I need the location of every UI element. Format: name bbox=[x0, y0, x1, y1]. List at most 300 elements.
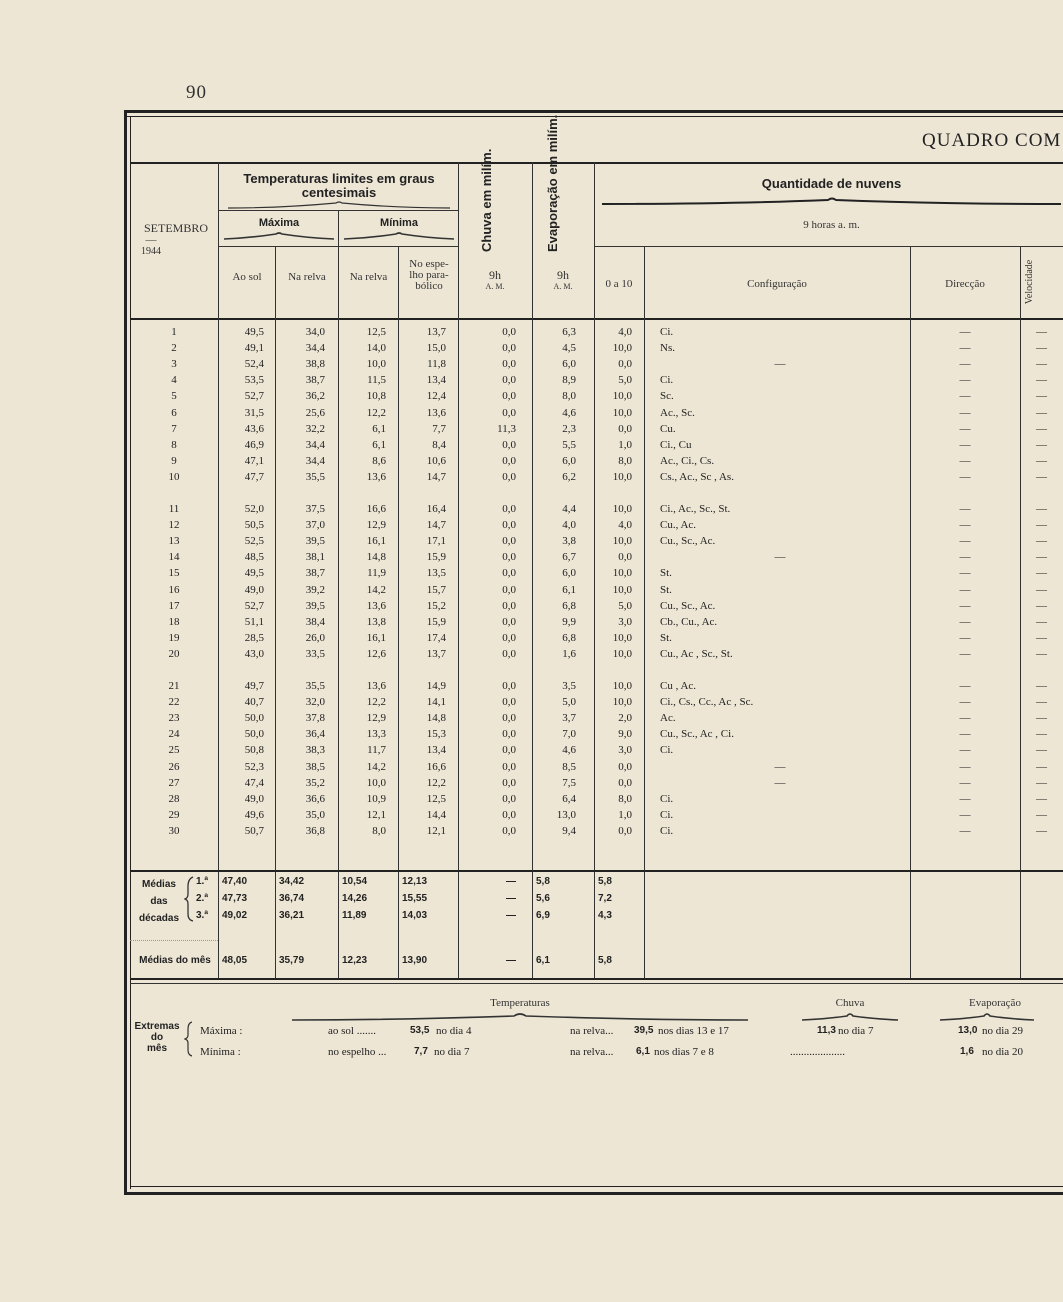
chuva-header: Chuva em milím. bbox=[479, 148, 494, 252]
configuracao-cell: Ci. bbox=[660, 792, 674, 805]
configuracao-cell: Sc. bbox=[660, 390, 674, 403]
direccao-cell: — bbox=[959, 631, 971, 644]
relva-min-cell: 10,0 bbox=[366, 358, 386, 371]
evaporacao-cell: 9,4 bbox=[562, 824, 576, 837]
nuvens-header: Quantidade de nuvens bbox=[761, 176, 902, 191]
mean-evaporacao-cell: 5,6 bbox=[536, 893, 550, 904]
relva-min-cell: 12,2 bbox=[366, 696, 386, 709]
chuva-cell: 0,0 bbox=[502, 631, 516, 644]
direccao-cell: — bbox=[959, 712, 971, 725]
ao-sol-cell: 50,7 bbox=[244, 824, 264, 837]
mean-ao-sol-cell: 47,73 bbox=[222, 893, 248, 904]
min-chuva-dots: .................... bbox=[790, 1046, 845, 1058]
chuva-cell: 0,0 bbox=[502, 374, 516, 387]
relva-max-cell: 37,5 bbox=[305, 503, 325, 515]
day-cell: 3 bbox=[171, 358, 177, 371]
configuracao-cell: St. bbox=[660, 567, 672, 580]
evaporacao-cell: 6,2 bbox=[562, 470, 576, 483]
relva-max-cell: 38,3 bbox=[305, 744, 325, 757]
extremes-head-evap: Evaporação bbox=[969, 997, 1021, 1009]
extremes-label-extremas: Extremas bbox=[134, 1021, 180, 1032]
relva-min-cell: 12,9 bbox=[366, 519, 386, 532]
evaporacao-cell: 4,4 bbox=[562, 503, 576, 515]
relva-max-cell: 35,0 bbox=[305, 808, 325, 821]
col-direccao: Direcção bbox=[945, 278, 985, 290]
relva-max-cell: 32,2 bbox=[305, 422, 325, 435]
nuvens-cell: 10,0 bbox=[612, 406, 632, 419]
ao-sol-cell: 43,6 bbox=[244, 422, 264, 435]
velocidade-cell: — bbox=[1036, 583, 1047, 596]
velocidade-cell: — bbox=[1036, 470, 1047, 483]
nuvens-cell: 4,0 bbox=[618, 326, 632, 338]
chuva-cell: 0,0 bbox=[502, 342, 516, 355]
nuvens-cell: 8,0 bbox=[618, 792, 632, 805]
direccao-cell: — bbox=[959, 503, 971, 515]
espelho-cell: 13,4 bbox=[426, 374, 446, 387]
relva-min-cell: 12,6 bbox=[366, 647, 386, 660]
ao-sol-cell: 50,0 bbox=[244, 728, 264, 741]
relva-min-cell: 16,6 bbox=[366, 503, 386, 515]
nuvens-cell: 10,0 bbox=[612, 342, 632, 355]
relva-max-cell: 25,6 bbox=[305, 406, 325, 419]
min-evap-value: 1,6 bbox=[960, 1046, 974, 1057]
evaporacao-cell: 8,0 bbox=[562, 390, 576, 403]
relva-min-cell: 8,6 bbox=[372, 454, 386, 467]
velocidade-cell: — bbox=[1036, 599, 1047, 612]
direccao-cell: — bbox=[959, 647, 971, 660]
chuva-cell: 0,0 bbox=[502, 358, 516, 371]
evaporacao-cell: 5,0 bbox=[562, 696, 576, 709]
relva-min-cell: 14,2 bbox=[366, 583, 386, 596]
direccao-cell: — bbox=[959, 583, 971, 596]
espelho-cell: 13,4 bbox=[426, 744, 446, 757]
evaporacao-cell: 3,7 bbox=[562, 712, 576, 725]
extremes-chuva-brace bbox=[800, 1011, 900, 1023]
frame-left-rule bbox=[124, 110, 127, 1195]
max-relva-value: 39,5 bbox=[634, 1025, 654, 1036]
velocidade-cell: — bbox=[1036, 390, 1047, 403]
direccao-cell: — bbox=[959, 776, 971, 789]
relva-min-cell: 16,1 bbox=[366, 631, 386, 644]
mean-relva-max-cell: 36,21 bbox=[279, 910, 305, 921]
configuracao-cell: Cu., Sc., Ac , Ci. bbox=[660, 728, 734, 741]
max-evap-day: no dia 29 bbox=[982, 1025, 1023, 1037]
relva-max-cell: 39,2 bbox=[305, 583, 325, 596]
min-espelho-label: no espelho ... bbox=[328, 1046, 387, 1058]
nuvens-cell: 10,0 bbox=[612, 503, 632, 515]
configuracao-cell: — bbox=[774, 760, 786, 773]
direccao-cell: — bbox=[959, 358, 971, 371]
extremes-head-chuva: Chuva bbox=[835, 997, 865, 1009]
mean-evaporacao-cell: 5,8 bbox=[536, 876, 550, 887]
direccao-cell: — bbox=[959, 406, 971, 419]
chuva-hour: 9h bbox=[489, 268, 501, 282]
relva-max-cell: 37,8 bbox=[305, 712, 325, 725]
velocidade-cell: — bbox=[1036, 615, 1047, 628]
evaporacao-cell: 6,0 bbox=[562, 567, 576, 580]
day-cell: 21 bbox=[168, 680, 180, 692]
day-cell: 15 bbox=[168, 567, 180, 580]
mean-nuvens-cell: 4,3 bbox=[598, 910, 612, 921]
ao-sol-cell: 40,7 bbox=[244, 696, 264, 709]
chuva-cell: 0,0 bbox=[502, 454, 516, 467]
direccao-cell: — bbox=[959, 599, 971, 612]
col-configuracao: Configuração bbox=[747, 278, 807, 290]
day-cell: 19 bbox=[168, 631, 180, 644]
relva-min-cell: 11,9 bbox=[367, 567, 386, 580]
relva-min-cell: 6,1 bbox=[372, 422, 386, 435]
day-cell: 26 bbox=[168, 760, 180, 773]
ao-sol-cell: 52,0 bbox=[244, 503, 264, 515]
day-cell: 1 bbox=[171, 326, 177, 338]
relva-max-cell: 39,5 bbox=[305, 535, 325, 548]
means-bottom-rule bbox=[130, 978, 1063, 980]
nuvens-cell: 4,0 bbox=[618, 519, 632, 532]
evaporacao-cell: 4,5 bbox=[562, 342, 576, 355]
day-cell: 10 bbox=[168, 470, 180, 483]
evaporacao-cell: 8,5 bbox=[562, 760, 576, 773]
month-mean-ao-sol-cell: 48,05 bbox=[222, 955, 248, 966]
espelho-cell: 15,0 bbox=[426, 342, 446, 355]
decade-label: 2.ª bbox=[196, 893, 209, 904]
col-0a10: 0 a 10 bbox=[605, 278, 633, 290]
month-mean-relva-min-cell: 12,23 bbox=[342, 955, 368, 966]
direccao-cell: — bbox=[959, 535, 971, 548]
day-cell: 22 bbox=[168, 696, 180, 709]
configuracao-cell: Cu. bbox=[660, 422, 676, 435]
direccao-cell: — bbox=[959, 454, 971, 467]
direccao-cell: — bbox=[959, 438, 971, 451]
chuva-cell: 0,0 bbox=[502, 696, 516, 709]
evaporacao-cell: 13,0 bbox=[556, 808, 576, 821]
direccao-cell: — bbox=[959, 696, 971, 709]
direccao-cell: — bbox=[959, 551, 971, 564]
ao-sol-cell: 49,0 bbox=[244, 792, 264, 805]
extremes-label bbox=[132, 1021, 182, 1054]
means-label bbox=[134, 876, 184, 927]
day-cell: 11 bbox=[168, 503, 180, 515]
relva-max-cell: 33,5 bbox=[305, 647, 325, 660]
chuva-cell: 0,0 bbox=[502, 583, 516, 596]
espelho-cell: 14,7 bbox=[426, 519, 446, 532]
espelho-cell: 17,1 bbox=[426, 535, 446, 548]
nuvens-cell: 10,0 bbox=[612, 680, 632, 692]
configuracao-cell: Cs., Ac., Sc , As. bbox=[660, 470, 734, 483]
header-top-rule bbox=[130, 162, 1063, 164]
relva-max-cell: 38,7 bbox=[305, 567, 325, 580]
espelho-cell: 12,2 bbox=[426, 776, 446, 789]
day-cell: 9 bbox=[171, 454, 177, 467]
relva-max-cell: 35,2 bbox=[305, 776, 325, 789]
ao-sol-cell: 46,9 bbox=[244, 438, 264, 451]
direccao-cell: — bbox=[959, 390, 971, 403]
day-cell: 8 bbox=[171, 438, 177, 451]
ao-sol-cell: 49,1 bbox=[244, 342, 264, 355]
ao-sol-cell: 51,1 bbox=[244, 615, 264, 628]
velocidade-cell: — bbox=[1036, 406, 1047, 419]
ao-sol-cell: 31,5 bbox=[244, 406, 264, 419]
extremes-label-do: do bbox=[150, 1032, 164, 1043]
temp-brace bbox=[226, 200, 452, 210]
ao-sol-cell: 47,4 bbox=[244, 776, 264, 789]
page-number: 90 bbox=[186, 82, 207, 103]
evaporacao-cell: 6,8 bbox=[562, 599, 576, 612]
nuvens-cell: 10,0 bbox=[612, 390, 632, 403]
chuva-cell: 0,0 bbox=[502, 406, 516, 419]
configuracao-cell: Ac., Sc. bbox=[660, 406, 695, 419]
mean-espelho-cell: 12,13 bbox=[402, 876, 428, 887]
relva-max-cell: 36,2 bbox=[305, 390, 325, 403]
espelho-cell: 13,7 bbox=[426, 647, 446, 660]
nuvens-cell: 10,0 bbox=[612, 535, 632, 548]
relva-min-cell: 13,3 bbox=[366, 728, 386, 741]
espelho-cell: 11,8 bbox=[427, 358, 446, 371]
configuracao-cell: Cu., Ac. bbox=[660, 519, 697, 532]
relva-min-cell: 10,0 bbox=[366, 776, 386, 789]
chuva-cell: 0,0 bbox=[502, 438, 516, 451]
extremes-maxima-label: Máxima : bbox=[200, 1025, 243, 1037]
relva-min-cell: 13,8 bbox=[366, 615, 386, 628]
col-espelho: No espe-lho para-bólico bbox=[409, 258, 449, 292]
espelho-cell: 16,6 bbox=[426, 760, 446, 773]
nuvens-cell: 0,0 bbox=[618, 760, 632, 773]
relva-min-cell: 11,7 bbox=[367, 744, 386, 757]
espelho-cell: 14,8 bbox=[426, 712, 446, 725]
evaporacao-cell: 3,8 bbox=[562, 535, 576, 548]
nuvens-cell: 10,0 bbox=[612, 583, 632, 596]
configuracao-cell: Ci. bbox=[660, 824, 674, 837]
relva-max-cell: 32,0 bbox=[305, 696, 325, 709]
velocidade-cell: — bbox=[1036, 808, 1047, 821]
espelho-cell: 15,9 bbox=[426, 551, 446, 564]
relva-min-cell: 10,9 bbox=[366, 792, 386, 805]
temp-group-header: Temperaturas limites em graus centesimais bbox=[243, 171, 435, 200]
header-bottom-rule bbox=[130, 318, 1063, 320]
evaporacao-cell: 1,6 bbox=[562, 647, 576, 660]
mean-ao-sol-cell: 47,40 bbox=[222, 876, 248, 887]
direccao-cell: — bbox=[959, 326, 971, 338]
nuvens-cell: 10,0 bbox=[612, 647, 632, 660]
ao-sol-cell: 49,6 bbox=[244, 808, 264, 821]
day-cell: 6 bbox=[171, 406, 177, 419]
espelho-cell: 13,7 bbox=[426, 326, 446, 338]
nuvens-cell: 0,0 bbox=[618, 358, 632, 371]
chuva-cell: 0,0 bbox=[502, 470, 516, 483]
relva-min-cell: 12,9 bbox=[366, 712, 386, 725]
velocidade-cell: — bbox=[1036, 454, 1047, 467]
minima-brace bbox=[342, 231, 456, 241]
ao-sol-cell: 49,0 bbox=[244, 583, 264, 596]
configuracao-cell: Ci. bbox=[660, 744, 674, 757]
configuracao-cell: St. bbox=[660, 583, 672, 596]
velocidade-cell: — bbox=[1036, 358, 1047, 371]
extremes-temp-brace bbox=[290, 1011, 750, 1023]
min-espelho-day: no dia 7 bbox=[434, 1046, 470, 1058]
direccao-cell: — bbox=[959, 470, 971, 483]
max-relva-label: na relva... bbox=[570, 1025, 614, 1037]
velocidade-cell: — bbox=[1036, 422, 1047, 435]
espelho-cell: 17,4 bbox=[426, 631, 446, 644]
month-mean-relva-max-cell: 35,79 bbox=[279, 955, 305, 966]
velocidade-cell: — bbox=[1036, 776, 1047, 789]
velocidade-cell: — bbox=[1036, 744, 1047, 757]
espelho-cell: 15,2 bbox=[426, 599, 446, 612]
mean-relva-max-cell: 34,42 bbox=[279, 876, 305, 887]
direccao-cell: — bbox=[959, 728, 971, 741]
evaporacao-cell: 6,0 bbox=[562, 358, 576, 371]
configuracao-cell: Cu., Sc., Ac. bbox=[660, 535, 716, 548]
col-na-relva-max: Na relva bbox=[288, 271, 326, 283]
day-cell: 5 bbox=[171, 390, 177, 403]
relva-max-cell: 35,5 bbox=[305, 470, 325, 483]
ao-sol-cell: 49,7 bbox=[244, 680, 264, 692]
col-na-relva-min: Na relva bbox=[349, 271, 388, 283]
velocidade-cell: — bbox=[1036, 647, 1047, 660]
chuva-cell: 0,0 bbox=[502, 792, 516, 805]
extremes-evap-brace bbox=[938, 1011, 1036, 1023]
velocidade-cell: — bbox=[1036, 503, 1047, 515]
configuracao-cell: Ci., Cu bbox=[660, 438, 692, 451]
chuva-cell: 0,0 bbox=[502, 824, 516, 837]
mean-espelho-cell: 14,03 bbox=[402, 910, 428, 921]
velocidade-cell: — bbox=[1036, 631, 1047, 644]
chuva-am: A. M. bbox=[485, 282, 505, 291]
relva-max-cell: 38,8 bbox=[305, 358, 325, 371]
day-cell: 27 bbox=[168, 776, 180, 789]
direccao-cell: — bbox=[959, 615, 971, 628]
relva-min-cell: 13,6 bbox=[366, 599, 386, 612]
relva-max-cell: 36,6 bbox=[305, 792, 325, 805]
chuva-cell: 0,0 bbox=[502, 326, 516, 338]
chuva-cell: 0,0 bbox=[502, 551, 516, 564]
relva-max-cell: 36,8 bbox=[305, 824, 325, 837]
velocidade-cell: — bbox=[1036, 438, 1047, 451]
espelho-cell: 8,4 bbox=[432, 438, 446, 451]
chuva-cell: 0,0 bbox=[502, 776, 516, 789]
nuvens-cell: 0,0 bbox=[618, 551, 632, 564]
velocidade-cell: — bbox=[1036, 792, 1047, 805]
max-sol-label: ao sol ....... bbox=[328, 1025, 376, 1037]
espelho-cell: 14,1 bbox=[426, 696, 446, 709]
espelho-cell: 15,3 bbox=[426, 728, 446, 741]
evaporacao-cell: 4,0 bbox=[562, 519, 576, 532]
evaporacao-cell: 9,9 bbox=[562, 615, 576, 628]
relva-min-cell: 14,0 bbox=[366, 342, 386, 355]
direccao-cell: — bbox=[959, 744, 971, 757]
relva-min-cell: 12,5 bbox=[366, 326, 386, 338]
relva-min-cell: 12,2 bbox=[366, 406, 386, 419]
day-cell: 24 bbox=[168, 728, 180, 741]
nuvens-cell: 10,0 bbox=[612, 631, 632, 644]
chuva-cell: 0,0 bbox=[502, 647, 516, 660]
mean-ao-sol-cell: 49,02 bbox=[222, 910, 248, 921]
evaporacao-cell: 7,5 bbox=[562, 776, 576, 789]
header-month: SETEMBRO bbox=[143, 221, 208, 235]
evaporacao-cell: 6,1 bbox=[562, 583, 576, 596]
nuvens-cell: 10,0 bbox=[612, 567, 632, 580]
min-relva-label: na relva... bbox=[570, 1046, 614, 1058]
configuracao-cell: Ci. bbox=[660, 374, 674, 387]
nuvens-cell: 5,0 bbox=[618, 374, 632, 387]
evaporacao-cell: 7,0 bbox=[562, 728, 576, 741]
ao-sol-cell: 52,4 bbox=[244, 358, 264, 371]
mean-evaporacao-cell: 6,9 bbox=[536, 910, 550, 921]
espelho-cell: 10,6 bbox=[426, 454, 446, 467]
day-cell: 23 bbox=[168, 712, 180, 725]
relva-max-cell: 38,4 bbox=[305, 615, 325, 628]
means-label-das: das bbox=[150, 896, 168, 907]
velocidade-cell: — bbox=[1036, 519, 1047, 532]
mean-espelho-cell: 15,55 bbox=[402, 893, 428, 904]
espelho-cell: 15,7 bbox=[426, 583, 446, 596]
direccao-cell: — bbox=[959, 567, 971, 580]
relva-min-cell: 11,5 bbox=[367, 374, 386, 387]
day-cell: 30 bbox=[168, 824, 180, 837]
espelho-cell: 15,9 bbox=[426, 615, 446, 628]
decade-label: 3.ª bbox=[196, 910, 209, 921]
direccao-cell: — bbox=[959, 374, 971, 387]
configuracao-cell: Cu., Ac , Sc., St. bbox=[660, 647, 733, 660]
ao-sol-cell: 47,7 bbox=[244, 470, 264, 483]
chuva-cell: 0,0 bbox=[502, 390, 516, 403]
col-ao-sol: Ao sol bbox=[232, 271, 262, 283]
frame-top-rule-inner bbox=[124, 116, 1063, 117]
configuracao-cell: Cu , Ac. bbox=[660, 680, 697, 692]
velocidade-cell: — bbox=[1036, 680, 1047, 692]
day-cell: 13 bbox=[168, 535, 180, 548]
evap-am: A. M. bbox=[553, 282, 573, 291]
mean-relva-min-cell: 14,26 bbox=[342, 893, 368, 904]
espelho-cell: 16,4 bbox=[426, 503, 446, 515]
configuracao-cell: Ci. bbox=[660, 808, 674, 821]
month-mean-evaporacao-cell: 6,1 bbox=[536, 955, 550, 966]
direccao-cell: — bbox=[959, 792, 971, 805]
relva-min-cell: 16,1 bbox=[366, 535, 386, 548]
evap-hour: 9h bbox=[557, 268, 569, 282]
chuva-cell: 0,0 bbox=[502, 599, 516, 612]
evaporacao-cell: 6,8 bbox=[562, 631, 576, 644]
day-cell: 12 bbox=[168, 519, 180, 532]
espelho-cell: 12,4 bbox=[426, 390, 446, 403]
means-brace bbox=[184, 876, 196, 922]
chuva-cell: 0,0 bbox=[502, 519, 516, 532]
espelho-cell: 12,1 bbox=[426, 824, 446, 837]
mean-relva-min-cell: 10,54 bbox=[342, 876, 368, 887]
chuva-cell: 0,0 bbox=[502, 567, 516, 580]
max-sol-value: 53,5 bbox=[410, 1025, 430, 1036]
ao-sol-cell: 50,5 bbox=[244, 519, 264, 532]
ao-sol-cell: 52,7 bbox=[244, 390, 264, 403]
relva-max-cell: 35,5 bbox=[305, 680, 325, 692]
relva-max-cell: 36,4 bbox=[305, 728, 325, 741]
header-dash: — bbox=[145, 234, 157, 246]
chuva-cell: 0,0 bbox=[502, 760, 516, 773]
frame-top-rule bbox=[124, 110, 1063, 113]
minima-header: Mínima bbox=[380, 217, 418, 229]
mean-nuvens-cell: 5,8 bbox=[598, 876, 612, 887]
espelho-cell: 12,5 bbox=[426, 792, 446, 805]
mean-chuva-cell: — bbox=[506, 876, 516, 887]
evaporacao-cell: 4,6 bbox=[562, 406, 576, 419]
chuva-cell: 0,0 bbox=[502, 808, 516, 821]
configuracao-cell: Ci. bbox=[660, 326, 674, 338]
table-title: QUADRO COM bbox=[922, 130, 1062, 151]
evaporacao-cell: 8,9 bbox=[562, 374, 576, 387]
relva-max-cell: 34,4 bbox=[305, 454, 325, 467]
nuvens-cell: 5,0 bbox=[618, 599, 632, 612]
day-cell: 4 bbox=[171, 374, 177, 387]
relva-max-cell: 34,4 bbox=[305, 438, 325, 451]
